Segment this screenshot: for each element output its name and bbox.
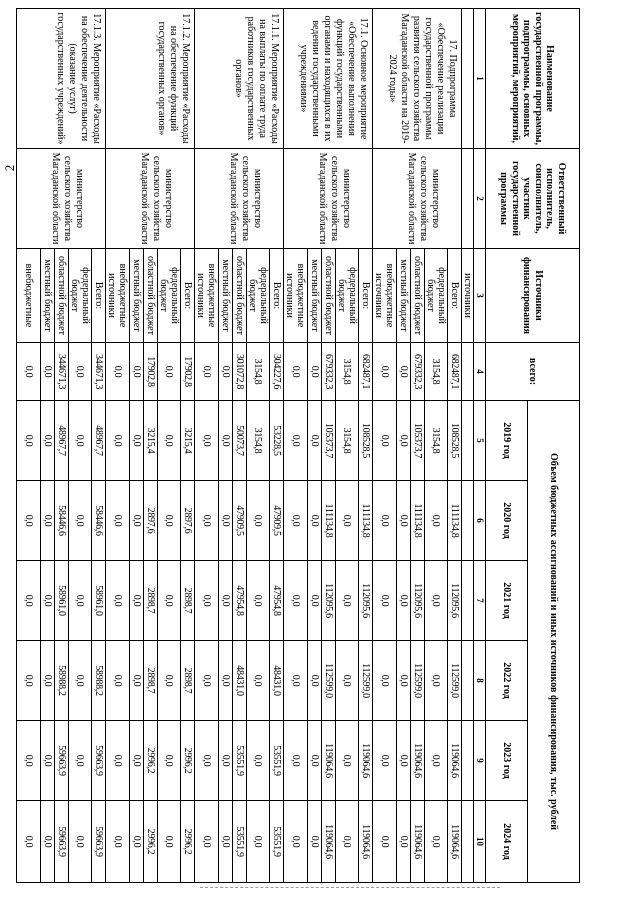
year-value-cell: 0,0 — [158, 561, 181, 641]
source-cell: областной бюджет — [55, 249, 69, 343]
header-year: 2019 год — [486, 401, 528, 481]
source-cell: федеральный бюджет — [69, 249, 92, 343]
year-value-cell: 119064,6 — [448, 721, 462, 801]
year-value-cell: 0,0 — [106, 721, 130, 801]
year-value-cell: 0,0 — [284, 721, 308, 801]
year-value-cell: 112095,6 — [322, 561, 336, 641]
year-value-cell: 112599,0 — [448, 641, 462, 721]
total-value-cell: 0,0 — [69, 343, 92, 401]
year-value-cell: 0,0 — [17, 641, 41, 721]
year-value-cell: 53551,9 — [270, 721, 284, 801]
year-value-cell: 0,0 — [308, 641, 322, 721]
source-cell: местный бюджет — [130, 249, 144, 343]
year-value-cell: 0,0 — [17, 801, 41, 883]
year-value-cell: 0,0 — [158, 641, 181, 721]
header-source: Источники финансирования — [486, 249, 580, 343]
year-value-cell: 112599,0 — [322, 641, 336, 721]
total-value-cell: 0,0 — [219, 343, 233, 401]
year-value-cell: 0,0 — [397, 401, 411, 481]
year-value-cell: 47909,5 — [270, 481, 284, 561]
year-value-cell: 0,0 — [397, 481, 411, 561]
total-value-cell: 679332,3 — [322, 343, 336, 401]
executor-cell: министерство сельского хозяйства Магаданской области — [284, 149, 373, 249]
year-value-cell: 2996,2 — [144, 721, 158, 801]
year-value-cell: 0,0 — [195, 641, 219, 721]
year-value-cell: 105373,7 — [411, 401, 425, 481]
year-value-cell: 0,0 — [130, 801, 144, 883]
year-value-cell: 0,0 — [219, 641, 233, 721]
year-value-cell: 0,0 — [195, 481, 219, 561]
year-value-cell: 0,0 — [158, 481, 181, 561]
year-value-cell: 0,0 — [41, 641, 55, 721]
year-value-cell: 0,0 — [373, 401, 397, 481]
total-value-cell: 301072,8 — [233, 343, 247, 401]
total-value-cell: 0,0 — [106, 343, 130, 401]
total-value-cell: 0,0 — [397, 343, 411, 401]
header-volume: Объем бюджетных ассигнований и иных источников финансирования, тыс. рублей — [528, 401, 580, 883]
year-value-cell: 0,0 — [308, 721, 322, 801]
year-value-cell: 112599,0 — [411, 641, 425, 721]
year-value-cell: 0,0 — [336, 561, 359, 641]
executor-cell: министерство сельского хозяйства Магаданской области — [373, 149, 462, 249]
page-number: 2 — [2, 164, 17, 172]
year-value-cell: 0,0 — [17, 401, 41, 481]
year-value-cell: 0,0 — [106, 561, 130, 641]
year-value-cell: 0,0 — [106, 481, 130, 561]
table-header — [486, 9, 580, 883]
year-value-cell: 119064,6 — [359, 721, 373, 801]
year-value-cell: 0,0 — [219, 401, 233, 481]
total-value-cell: 17902,8 — [181, 343, 195, 401]
year-value-cell: 119064,6 — [448, 801, 462, 883]
year-value-cell: 0,0 — [373, 641, 397, 721]
year-value-cell: 0,0 — [425, 801, 448, 883]
year-value-cell: 3215,4 — [181, 401, 195, 481]
year-value-cell: 0,0 — [425, 721, 448, 801]
total-value-cell: 17902,8 — [144, 343, 158, 401]
total-value-cell: 0,0 — [284, 343, 308, 401]
year-value-cell: 0,0 — [336, 481, 359, 561]
year-value-cell: 0,0 — [308, 561, 322, 641]
year-value-cell: 0,0 — [219, 801, 233, 883]
year-value-cell: 0,0 — [247, 561, 270, 641]
rotated-table-container — [23, 8, 580, 882]
year-value-cell: 48431,0 — [233, 641, 247, 721]
year-value-cell: 47909,5 — [233, 481, 247, 561]
year-value-cell: 2898,7 — [181, 641, 195, 721]
year-value-cell: 53551,9 — [233, 801, 247, 883]
year-value-cell: 48967,7 — [55, 401, 69, 481]
year-value-cell: 0,0 — [41, 561, 55, 641]
continuation-source: источники — [462, 249, 474, 343]
year-value-cell: 48967,7 — [92, 401, 106, 481]
year-value-cell: 0,0 — [397, 641, 411, 721]
header-year: 2022 год — [486, 641, 528, 721]
year-value-cell: 0,0 — [219, 481, 233, 561]
year-value-cell: 0,0 — [41, 481, 55, 561]
index-row — [474, 9, 486, 883]
year-value-cell: 0,0 — [41, 721, 55, 801]
program-name-cell: 17. Подпрограмма «Обеспечение реализации государственной программы развития сельского хозяйства Магаданской области на 2019-2024 годы» — [373, 9, 462, 149]
source-cell: местный бюджет — [219, 249, 233, 343]
source-cell: областной бюджет — [411, 249, 425, 343]
year-value-cell: 3215,4 — [144, 401, 158, 481]
total-value-cell: 3154,8 — [425, 343, 448, 401]
table-row — [270, 9, 284, 883]
index-cell: 8 — [474, 641, 486, 721]
source-cell: местный бюджет — [308, 249, 322, 343]
index-cell: 9 — [474, 721, 486, 801]
year-value-cell: 108528,5 — [448, 401, 462, 481]
executor-cell: министерство сельского хозяйства Магаданской области — [195, 149, 284, 249]
year-value-cell: 112095,6 — [448, 561, 462, 641]
year-value-cell: 119064,6 — [322, 721, 336, 801]
year-value-cell: 59663,9 — [55, 721, 69, 801]
table-row — [92, 9, 106, 883]
continuation-row — [462, 9, 474, 883]
year-value-cell: 2996,2 — [181, 721, 195, 801]
year-value-cell: 53228,5 — [270, 401, 284, 481]
source-cell: Всего: — [448, 249, 462, 343]
year-value-cell: 0,0 — [247, 801, 270, 883]
year-value-cell: 50073,7 — [233, 401, 247, 481]
source-cell: внебюджетные источники — [284, 249, 308, 343]
year-value-cell: 111134,8 — [322, 481, 336, 561]
header-year: 2024 год — [486, 801, 528, 883]
index-cell: 5 — [474, 401, 486, 481]
total-value-cell: 0,0 — [373, 343, 397, 401]
year-value-cell: 112095,6 — [411, 561, 425, 641]
year-value-cell: 0,0 — [69, 561, 92, 641]
year-value-cell: 0,0 — [130, 641, 144, 721]
year-value-cell: 111134,8 — [411, 481, 425, 561]
program-name-cell: 17.1.1. Мероприятие «Расходы на выплаты по оплате труда работников государственных органов» — [195, 9, 284, 149]
page-bottom-rule — [200, 887, 500, 888]
year-value-cell: 0,0 — [336, 721, 359, 801]
index-cell: 10 — [474, 801, 486, 883]
source-cell: областной бюджет — [322, 249, 336, 343]
total-value-cell: 3154,8 — [336, 343, 359, 401]
year-value-cell: 0,0 — [284, 401, 308, 481]
source-cell: областной бюджет — [233, 249, 247, 343]
header-name: Наименование государственной программы, подпрограммы, основных мероприятий, мероприятий, — [486, 9, 580, 149]
source-cell: внебюджетные источники — [195, 249, 219, 343]
year-value-cell: 0,0 — [425, 641, 448, 721]
index-cell: 1 — [474, 9, 486, 149]
source-cell: Всего: — [181, 249, 195, 343]
year-value-cell: 0,0 — [425, 481, 448, 561]
year-value-cell: 58988,2 — [55, 641, 69, 721]
year-value-cell: 0,0 — [195, 801, 219, 883]
year-value-cell: 0,0 — [336, 641, 359, 721]
year-value-cell: 0,0 — [373, 801, 397, 883]
year-value-cell: 2898,7 — [144, 641, 158, 721]
year-value-cell: 0,0 — [284, 481, 308, 561]
program-name-cell: 17.1.2. Мероприятие «Расходы на обеспечение функций государственных органов» — [106, 9, 195, 149]
year-value-cell: 119064,6 — [411, 721, 425, 801]
year-value-cell: 0,0 — [158, 401, 181, 481]
year-value-cell: 0,0 — [130, 401, 144, 481]
total-value-cell: 304227,6 — [270, 343, 284, 401]
source-cell: федеральный бюджет — [247, 249, 270, 343]
header-executor: Ответственный исполнитель, соисполнитель, участник государственной программы — [486, 149, 580, 249]
header-year: 2023 год — [486, 721, 528, 801]
year-value-cell: 2897,6 — [144, 481, 158, 561]
source-cell: местный бюджет — [397, 249, 411, 343]
executor-cell: министерство сельского хозяйства Магаданской области — [17, 149, 106, 249]
year-value-cell: 0,0 — [373, 721, 397, 801]
source-cell: Всего: — [270, 249, 284, 343]
year-value-cell: 3154,8 — [247, 401, 270, 481]
year-value-cell: 0,0 — [106, 401, 130, 481]
total-value-cell: 0,0 — [41, 343, 55, 401]
program-name-cell: 17.1.3. Мероприятие «Расходы на обеспечение деятельности (оказание услуг) государственных учреждений» — [17, 9, 106, 149]
index-cell: 7 — [474, 561, 486, 641]
year-value-cell: 119064,6 — [359, 801, 373, 883]
year-value-cell: 0,0 — [158, 721, 181, 801]
total-value-cell: 0,0 — [308, 343, 322, 401]
year-value-cell: 2897,6 — [181, 481, 195, 561]
year-value-cell: 0,0 — [308, 401, 322, 481]
year-value-cell: 119064,6 — [322, 801, 336, 883]
year-value-cell: 0,0 — [219, 561, 233, 641]
year-value-cell: 0,0 — [106, 641, 130, 721]
index-cell: 4 — [474, 343, 486, 401]
total-value-cell: 0,0 — [17, 343, 41, 401]
year-value-cell: 0,0 — [69, 801, 92, 883]
year-value-cell: 0,0 — [69, 481, 92, 561]
year-value-cell: 0,0 — [247, 641, 270, 721]
source-cell: федеральный бюджет — [336, 249, 359, 343]
total-value-cell: 679332,3 — [411, 343, 425, 401]
year-value-cell: 0,0 — [130, 481, 144, 561]
year-value-cell: 0,0 — [308, 481, 322, 561]
year-value-cell: 0,0 — [41, 801, 55, 883]
year-value-cell: 0,0 — [69, 721, 92, 801]
year-value-cell: 0,0 — [336, 801, 359, 883]
year-value-cell: 0,0 — [17, 721, 41, 801]
year-value-cell: 2898,7 — [144, 561, 158, 641]
year-value-cell: 0,0 — [130, 721, 144, 801]
year-value-cell: 2996,2 — [144, 801, 158, 883]
source-cell: внебюджетные источники — [106, 249, 130, 343]
year-value-cell: 0,0 — [17, 561, 41, 641]
year-value-cell: 0,0 — [284, 801, 308, 883]
year-value-cell: 2898,7 — [181, 561, 195, 641]
year-value-cell: 0,0 — [284, 561, 308, 641]
year-value-cell: 53551,9 — [270, 801, 284, 883]
year-value-cell: 0,0 — [397, 801, 411, 883]
year-value-cell: 58446,6 — [92, 481, 106, 561]
year-value-cell: 0,0 — [69, 401, 92, 481]
year-value-cell: 111134,8 — [448, 481, 462, 561]
year-value-cell: 47954,8 — [270, 561, 284, 641]
year-value-cell: 0,0 — [195, 401, 219, 481]
year-value-cell: 0,0 — [130, 561, 144, 641]
total-value-cell: 682487,1 — [359, 343, 373, 401]
year-value-cell: 119064,6 — [411, 801, 425, 883]
header-year: 2021 год — [486, 561, 528, 641]
year-value-cell: 0,0 — [195, 561, 219, 641]
index-cell: 2 — [474, 149, 486, 249]
year-value-cell: 0,0 — [247, 481, 270, 561]
year-value-cell: 0,0 — [425, 561, 448, 641]
year-value-cell: 111134,8 — [359, 481, 373, 561]
total-value-cell: 0,0 — [130, 343, 144, 401]
source-cell: внебюджетные источники — [373, 249, 397, 343]
header-year: 2020 год — [486, 481, 528, 561]
year-value-cell: 59663,9 — [55, 801, 69, 883]
year-value-cell: 112095,6 — [359, 561, 373, 641]
year-value-cell: 47954,8 — [233, 561, 247, 641]
total-value-cell: 3154,8 — [247, 343, 270, 401]
year-value-cell: 0,0 — [397, 721, 411, 801]
year-value-cell: 0,0 — [308, 801, 322, 883]
year-value-cell: 0,0 — [69, 641, 92, 721]
year-value-cell: 58961,0 — [92, 561, 106, 641]
source-cell: местный бюджет — [41, 249, 55, 343]
year-value-cell: 53551,9 — [233, 721, 247, 801]
year-value-cell: 0,0 — [219, 721, 233, 801]
year-value-cell: 0,0 — [397, 561, 411, 641]
year-value-cell: 0,0 — [373, 481, 397, 561]
table-body — [17, 9, 486, 883]
year-value-cell: 58446,6 — [55, 481, 69, 561]
year-value-cell: 2996,2 — [181, 801, 195, 883]
year-value-cell: 105373,7 — [322, 401, 336, 481]
year-value-cell: 0,0 — [373, 561, 397, 641]
year-value-cell: 0,0 — [247, 721, 270, 801]
source-cell: областной бюджет — [144, 249, 158, 343]
year-value-cell: 3154,8 — [336, 401, 359, 481]
year-value-cell: 48431,0 — [270, 641, 284, 721]
index-cell: 3 — [474, 249, 486, 343]
year-value-cell: 58988,2 — [92, 641, 106, 721]
total-value-cell: 0,0 — [158, 343, 181, 401]
year-value-cell: 0,0 — [41, 401, 55, 481]
executor-cell: министерство сельского хозяйства Магаданской области — [106, 149, 195, 249]
source-cell: федеральный бюджет — [425, 249, 448, 343]
program-name-cell: 17.1. Основное мероприятие «Обеспечение выполнения функций государственными органами и находящихся в их ведении государственными учреждениями» — [284, 9, 373, 149]
budget-table — [16, 8, 580, 883]
table-row — [448, 9, 462, 883]
table-row — [359, 9, 373, 883]
year-value-cell: 0,0 — [284, 641, 308, 721]
year-value-cell: 3154,8 — [425, 401, 448, 481]
total-value-cell: 344671,3 — [92, 343, 106, 401]
year-value-cell: 0,0 — [158, 801, 181, 883]
year-value-cell: 58961,0 — [55, 561, 69, 641]
source-cell: Всего: — [359, 249, 373, 343]
source-cell: внебюджетные — [17, 249, 41, 343]
total-value-cell: 344671,3 — [55, 343, 69, 401]
year-value-cell: 108528,5 — [359, 401, 373, 481]
total-value-cell: 0,0 — [195, 343, 219, 401]
total-value-cell: 682487,1 — [448, 343, 462, 401]
source-cell: Всего: — [92, 249, 106, 343]
index-cell: 6 — [474, 481, 486, 561]
year-value-cell: 59663,9 — [92, 801, 106, 883]
year-value-cell: 59663,9 — [92, 721, 106, 801]
header-total: всего: — [486, 343, 580, 401]
source-cell: федеральный бюджет — [158, 249, 181, 343]
year-value-cell: 0,0 — [17, 481, 41, 561]
year-value-cell: 0,0 — [106, 801, 130, 883]
year-value-cell: 112599,0 — [359, 641, 373, 721]
table-row — [181, 9, 195, 883]
year-value-cell: 0,0 — [195, 721, 219, 801]
